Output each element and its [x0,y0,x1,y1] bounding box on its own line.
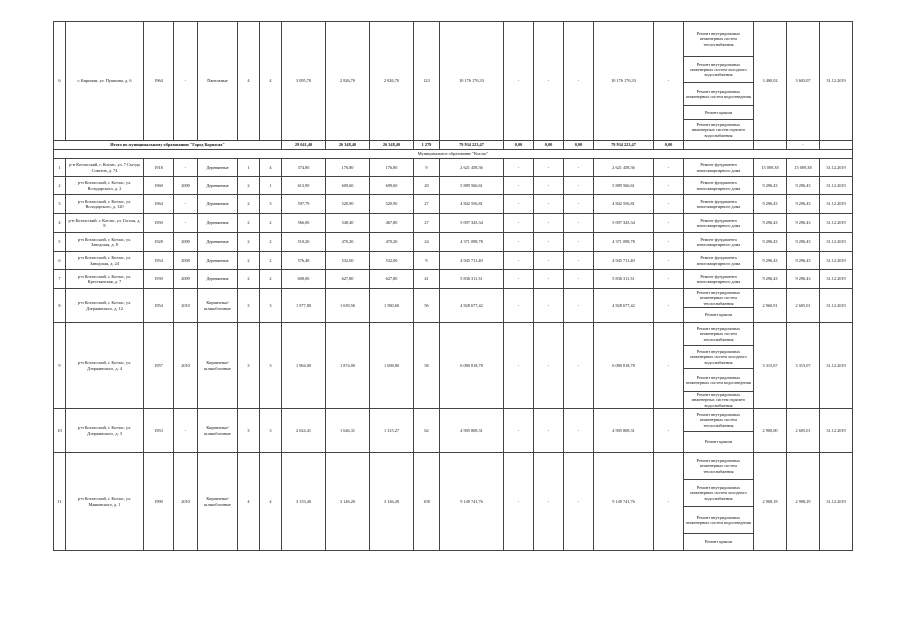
cell-entrances: 2 [260,214,282,233]
cell-max-cost: 2 908,29 [787,453,820,551]
cell-area-total: 613,90 [282,177,326,195]
cell-num: 9 [54,323,66,409]
cell-work: Ремонт фундамента многоквартирного дома [684,270,754,289]
cell-unit-cost: 9 296,43 [754,252,787,270]
cell-work: Ремонт крыши [684,308,754,323]
cell-area-flats: 532,00 [326,252,370,270]
subtotal-c1: 0,00 [504,141,534,150]
subtotal-empty-work [684,141,754,150]
cell-floors: 1 [238,159,260,177]
cell-material: Деревянные [198,159,238,177]
cell-area-flats: 627,80 [326,270,370,289]
cell-cost-total: 2 621 458,36 [440,159,504,177]
cell-area-living: 470,20 [370,233,414,252]
cell-area-flats: 3 146,20 [326,453,370,551]
cell-year-recon: 2010 [174,453,198,551]
table-row [54,195,853,214]
cell-c2: - [534,252,564,270]
cell-c5: - [654,233,684,252]
cell-unit-cost: 2 960,91 [754,289,787,323]
cell-c4: 2 621 458,36 [594,159,654,177]
cell-area-living: 1 580,60 [370,289,414,323]
subtotal-empty-unit [754,141,787,150]
cell-entrances: 1 [260,177,282,195]
cell-year: 1954 [144,252,174,270]
cell-c3: - [564,22,594,141]
cell-area-flats: 2 826,70 [326,22,370,141]
cell-entrances: 3 [260,289,282,323]
cell-year-recon: - [174,195,198,214]
cell-c2: - [534,159,564,177]
cell-c3: - [564,233,594,252]
cell-work: Ремонт внутридомовых инженерных систем холодного водоснабжения [684,346,754,369]
cell-material: Кирпичные/ шлакоблочные [198,453,238,551]
cell-year: 1964 [144,195,174,214]
cell-floors: 2 [238,252,260,270]
cell-material: Деревянные [198,270,238,289]
cell-entrances: 4 [260,453,282,551]
cell-work: Ремонт внутридомовых инженерных систем теплоснабжения [684,22,754,57]
cell-area-total: 1 964,00 [282,323,326,409]
cell-residents: 27 [414,195,440,214]
cell-area-flats: 1 874,00 [326,323,370,409]
cell-num: 8 [54,289,66,323]
cell-unit-cost: 9 296,43 [754,233,787,252]
cell-c5: - [654,409,684,453]
subtotal-empty-deadline [820,141,853,150]
cell-num: 5 [54,233,66,252]
subtotal-c5: 0,00 [654,141,684,150]
cell-num: 6 [54,252,66,270]
cell-c5: - [654,22,684,141]
cell-area-total: 1 977,80 [282,289,326,323]
cell-c4: 5 097 343,34 [594,214,654,233]
cell-area-total: 3 095,70 [282,22,326,141]
cell-c1: - [504,177,534,195]
cell-c1: - [504,22,534,141]
cell-max-cost: 15 009,38 [787,159,820,177]
cell-area-living: 520,90 [370,195,414,214]
cell-year: 1954 [144,289,174,323]
cell-max-cost: 9 296,43 [787,233,820,252]
cell-c3: - [564,214,594,233]
cell-num: 10 [54,409,66,453]
cell-year: 1928 [144,233,174,252]
cell-work: Ремонт фундамента многоквартирного дома [684,195,754,214]
cell-num: 1 [54,159,66,177]
subtotal-area-living: 26 348,40 [370,141,414,150]
cell-residents: 41 [414,270,440,289]
cell-c1: - [504,159,534,177]
cell-year-recon: 2009 [174,177,198,195]
cell-floors: 2 [238,233,260,252]
cell-cost-total: 4 945 711,40 [440,252,504,270]
cell-material: Деревянные [198,195,238,214]
cell-residents: 123 [414,22,440,141]
subtotal-c2: 0,00 [534,141,564,150]
cell-residents: 58 [414,323,440,409]
cell-floors: 2 [238,214,260,233]
cell-entrances: 2 [260,252,282,270]
cell-work: Ремонт крыши [684,534,754,551]
cell-work: Ремонт фундамента многоквартирного дома [684,177,754,195]
table-row [54,453,853,480]
cell-c3: - [564,323,594,409]
cell-max-cost: 9 296,43 [787,195,820,214]
cell-cost-total: 4 905 808,31 [440,409,504,453]
cell-unit-cost: 9 296,43 [754,214,787,233]
cell-area-living: 1 315,27 [370,409,414,453]
cell-year-recon: 2009 [174,270,198,289]
cell-c5: - [654,323,684,409]
cell-year-recon: 2010 [174,323,198,409]
subtotal-row [54,141,853,150]
cell-year: 1950 [144,214,174,233]
cell-unit-cost: 9 296,43 [754,195,787,214]
cell-max-cost: 9 296,43 [787,270,820,289]
cell-area-total: 3 153,40 [282,453,326,551]
cell-deadline: 31.12.2019 [820,214,853,233]
cell-num: 6 [54,22,66,141]
subtotal-area-flats: 26 348,40 [326,141,370,150]
cell-address: р-н Котласский, г. Котлас, ул. Крестьянская, д. 7 [66,270,144,289]
cell-c2: - [534,323,564,409]
cell-c2: - [534,177,564,195]
subtotal-c4: 79 934 223,47 [594,141,654,150]
cell-address: р-н Котласский, г. Котлас, ул. Заводская, д. 24 [66,252,144,270]
cell-num: 2 [54,177,66,195]
cell-area-flats: 470,20 [326,233,370,252]
cell-cost-total: 5 889 566,61 [440,177,504,195]
cell-entrances: 2 [260,270,282,289]
cell-cost-total: 4 371 098,78 [440,233,504,252]
cell-year: 1964 [144,22,174,141]
cell-work: Ремонт внутридомовых инженерных систем теплоснабжения [684,289,754,308]
cell-work: Ремонт фундамента многоквартирного дома [684,159,754,177]
cell-floors: 4 [238,22,260,141]
cell-year-recon: 2009 [174,233,198,252]
cell-max-cost: 9 296,43 [787,252,820,270]
table-row [54,323,853,346]
cell-material: Панельные [198,22,238,141]
cell-floors: 3 [238,323,260,409]
cell-max-cost: 2 605,01 [787,409,820,453]
cell-c2: - [534,195,564,214]
subtotal-label: Итого по муниципальному образованию "Город Коряжма" [54,141,282,150]
cell-floors: 2 [238,270,260,289]
cell-residents: 9 [414,252,440,270]
subtotal-cost-total: 79 934 223,47 [440,141,504,150]
cell-address: г. Кирпичи, ул. Пушкина, д. 6 [66,22,144,141]
table-row [54,214,853,233]
cell-c1: - [504,323,534,409]
cell-c2: - [534,233,564,252]
cell-entrances: 2 [260,233,282,252]
cell-material: Деревянные [198,214,238,233]
cell-max-cost: 3 603,07 [787,22,820,141]
table-row [54,22,853,57]
cell-residents: 62 [414,409,440,453]
cell-deadline: 31.12.2019 [820,323,853,409]
cell-area-total: 374,80 [282,159,326,177]
cell-address: р-н Котласский, г. Котлас, ул. Володарского, д. 2 [66,177,144,195]
cell-work: Ремонт внутридомовых инженерных систем теплоснабжения [684,453,754,480]
cell-c5: - [654,453,684,551]
cell-area-living: 1 698,80 [370,323,414,409]
cell-residents: 108 [414,453,440,551]
cell-area-total: 608,00 [282,270,326,289]
cell-c2: - [534,289,564,323]
cell-work: Ремонт внутридомовых инженерных систем теплоснабжения [684,409,754,432]
cell-c4: 4 371 098,78 [594,233,654,252]
cell-deadline: 31.12.2019 [820,252,853,270]
cell-num: 11 [54,453,66,551]
cell-area-living: 532,00 [370,252,414,270]
cell-c1: - [504,270,534,289]
cell-c1: - [504,252,534,270]
cell-work: Ремонт внутридомовых инженерных систем холодного водоснабжения [684,57,754,83]
cell-area-flats: 520,90 [326,195,370,214]
cell-floors: 4 [238,453,260,551]
cell-year-recon: - [174,409,198,453]
cell-num: 4 [54,214,66,233]
cell-area-living: 467,80 [370,214,414,233]
cell-residents: 27 [414,214,440,233]
cell-num: 7 [54,270,66,289]
cell-c2: - [534,22,564,141]
cell-material: Кирпичные/ шлакоблочные [198,289,238,323]
cell-c4: 5 889 566,61 [594,177,654,195]
cell-area-total: 510,20 [282,233,326,252]
cell-year: 1939 [144,270,174,289]
cell-c4: 10 176 176,33 [594,22,654,141]
cell-c1: - [504,289,534,323]
cell-entrances: 3 [260,195,282,214]
cell-material: Кирпичные/ шлакоблочные [198,409,238,453]
cell-c4: 9 149 741,76 [594,453,654,551]
cell-c2: - [534,214,564,233]
cell-work: Ремонт внутридомовых инженерных систем теплоснабжения [684,323,754,346]
cell-area-total: 2 024,41 [282,409,326,453]
cell-c5: - [654,177,684,195]
cell-area-living: 176,80 [370,159,414,177]
cell-c3: - [564,270,594,289]
cell-deadline: 31.12.2019 [820,159,853,177]
cell-area-flats: 548,40 [326,214,370,233]
cell-floors: 3 [238,289,260,323]
cell-c5: - [654,289,684,323]
cell-work: Ремонт внутридомовых инженерных систем холодного водоснабжения [684,480,754,507]
cell-area-living: 627,80 [370,270,414,289]
cell-c5: - [654,159,684,177]
cell-area-living: 609,60 [370,177,414,195]
cell-unit-cost: 2 908,18 [754,453,787,551]
cell-address: р-н Котласский, г. Котлас, ул. Володарского, д. 120 [66,195,144,214]
cell-c5: - [654,195,684,214]
table-row [54,409,853,432]
cell-unit-cost: 9 296,43 [754,270,787,289]
cell-deadline: 31.12.2019 [820,177,853,195]
cell-cost-total: 10 176 176,33 [440,22,504,141]
cell-area-flats: 1 646,31 [326,409,370,453]
cell-work: Ремонт внутридомовых инженерных систем горячего водоснабжения [684,392,754,409]
cell-c4: 6 080 818,78 [594,323,654,409]
cell-deadline: 31.12.2019 [820,233,853,252]
cell-max-cost: 9 296,43 [787,177,820,195]
cell-residents: 56 [414,289,440,323]
cell-unit-cost: 9 296,43 [754,177,787,195]
cell-floors: 2 [238,195,260,214]
section-title: Муниципальное образование "Котлас" [54,150,853,159]
cell-unit-cost: 3 315,07 [754,323,787,409]
cell-c2: - [534,409,564,453]
cell-num: 3 [54,195,66,214]
cell-c3: - [564,159,594,177]
cell-residents: 24 [414,233,440,252]
housing-repair-table [53,21,853,551]
subtotal-area-total: 29 041,40 [282,141,326,150]
cell-c3: - [564,252,594,270]
cell-year: 1953 [144,409,174,453]
cell-c4: 4 945 711,40 [594,252,654,270]
cell-material: Кирпичные/ шлакоблочные [198,323,238,409]
cell-c1: - [504,409,534,453]
cell-work: Ремонт внутридомовых инженерных систем горячего водоснабжения [684,120,754,141]
cell-floors: 3 [238,409,260,453]
cell-c5: - [654,252,684,270]
cell-unit-cost: 3 400,02 [754,22,787,141]
cell-address: р-н Котласский, г. Котлас, ул. Гоголя, д. 8 [66,214,144,233]
section-row [54,150,853,159]
cell-address: р-н Котласский, г. Котлас, ул. Маяковского, д. 1 [66,453,144,551]
cell-c2: - [534,453,564,551]
cell-work: Ремонт фундамента многоквартирного дома [684,214,754,233]
cell-c5: - [654,214,684,233]
cell-work: Ремонт крыши [684,432,754,453]
cell-entrances: 3 [260,323,282,409]
cell-deadline: 31.12.2019 [820,195,853,214]
cell-address: р-н Котласский, г. Котлас, ул. Дзержинского, д. 4 [66,323,144,409]
table-row [54,289,853,308]
cell-cost-total: 4 842 556,81 [440,195,504,214]
cell-residents: 20 [414,177,440,195]
cell-c3: - [564,195,594,214]
cell-work: Ремонт внутридомовых инженерных систем водоотведения [684,369,754,392]
cell-entrances: 4 [260,22,282,141]
cell-address: р-н Котласский, г. Котлас, ул. Заводская, д. 8 [66,233,144,252]
cell-deadline: 31.12.2019 [820,453,853,551]
cell-work: Ремонт фундамента многоквартирного дома [684,233,754,252]
cell-entrances: 3 [260,409,282,453]
cell-floors: 2 [238,177,260,195]
cell-c4: 4 828 677,42 [594,289,654,323]
table-row [54,159,853,177]
cell-year-recon: - [174,214,198,233]
cell-residents: 9 [414,159,440,177]
subtotal-c3: 0,00 [564,141,594,150]
cell-c3: - [564,409,594,453]
cell-c3: - [564,177,594,195]
cell-c4: 4 905 808,31 [594,409,654,453]
cell-address: р-н Котласский, г. Котлас, ул. Дзержинского, д. 12 [66,289,144,323]
table-row [54,233,853,252]
cell-c1: - [504,214,534,233]
cell-year: 1957 [144,323,174,409]
cell-address: р-н Котласский, г. Котлас, ул. 7 Съезда Советов, д. 74 [66,159,144,177]
cell-year: 1918 [144,159,174,177]
cell-work: Ремонт крыши [684,106,754,120]
subtotal-residents: 1 279 [414,141,440,150]
cell-deadline: 31.12.2019 [820,270,853,289]
cell-max-cost: 3 315,07 [787,323,820,409]
cell-entrances: 4 [260,159,282,177]
cell-area-living: 3 146,20 [370,453,414,551]
cell-area-flats: 1 639,56 [326,289,370,323]
cell-c1: - [504,195,534,214]
cell-c1: - [504,233,534,252]
cell-c3: - [564,453,594,551]
cell-c4: 4 842 556,81 [594,195,654,214]
cell-year: 1990 [144,453,174,551]
cell-area-total: 566,00 [282,214,326,233]
cell-c4: 5 836 311,31 [594,270,654,289]
cell-material: Деревянные [198,252,238,270]
cell-cost-total: 4 828 677,42 [440,289,504,323]
cell-work: Ремонт фундамента многоквартирного дома [684,252,754,270]
cell-address: р-н Котласский, г. Котлас, ул. Дзержинского, д. 3 [66,409,144,453]
cell-c2: - [534,270,564,289]
cell-deadline: 31.12.2019 [820,409,853,453]
cell-year: 1960 [144,177,174,195]
cell-material: Деревянные [198,233,238,252]
cell-year-recon: - [174,22,198,141]
cell-year-recon: 2010 [174,289,198,323]
cell-area-living: 2 826,70 [370,22,414,141]
cell-max-cost: 2 605,01 [787,289,820,323]
cell-cost-total: 5 836 311,31 [440,270,504,289]
subtotal-dash: - [787,141,820,150]
cell-c1: - [504,453,534,551]
cell-work: Ремонт внутридомовых инженерных систем водоотведения [684,507,754,534]
cell-c3: - [564,289,594,323]
cell-material: Деревянные [198,177,238,195]
cell-area-total: 576,48 [282,252,326,270]
table-row [54,252,853,270]
cell-work: Ремонт внутридомовых инженерных систем водоотведения [684,83,754,106]
table-row [54,177,853,195]
cell-cost-total: 9 149 741,76 [440,453,504,551]
cell-year-recon: 2008 [174,252,198,270]
cell-area-total: 597,79 [282,195,326,214]
cell-year-recon: - [174,159,198,177]
cell-area-flats: 176,80 [326,159,370,177]
cell-c5: - [654,270,684,289]
cell-cost-total: 5 097 343,34 [440,214,504,233]
cell-area-flats: 609,60 [326,177,370,195]
cell-unit-cost: 15 009,38 [754,159,787,177]
table-row [54,270,853,289]
cell-cost-total: 6 080 818,78 [440,323,504,409]
cell-deadline: 31.12.2019 [820,22,853,141]
cell-deadline: 31.12.2019 [820,289,853,323]
cell-max-cost: 9 296,43 [787,214,820,233]
cell-unit-cost: 2 900,00 [754,409,787,453]
